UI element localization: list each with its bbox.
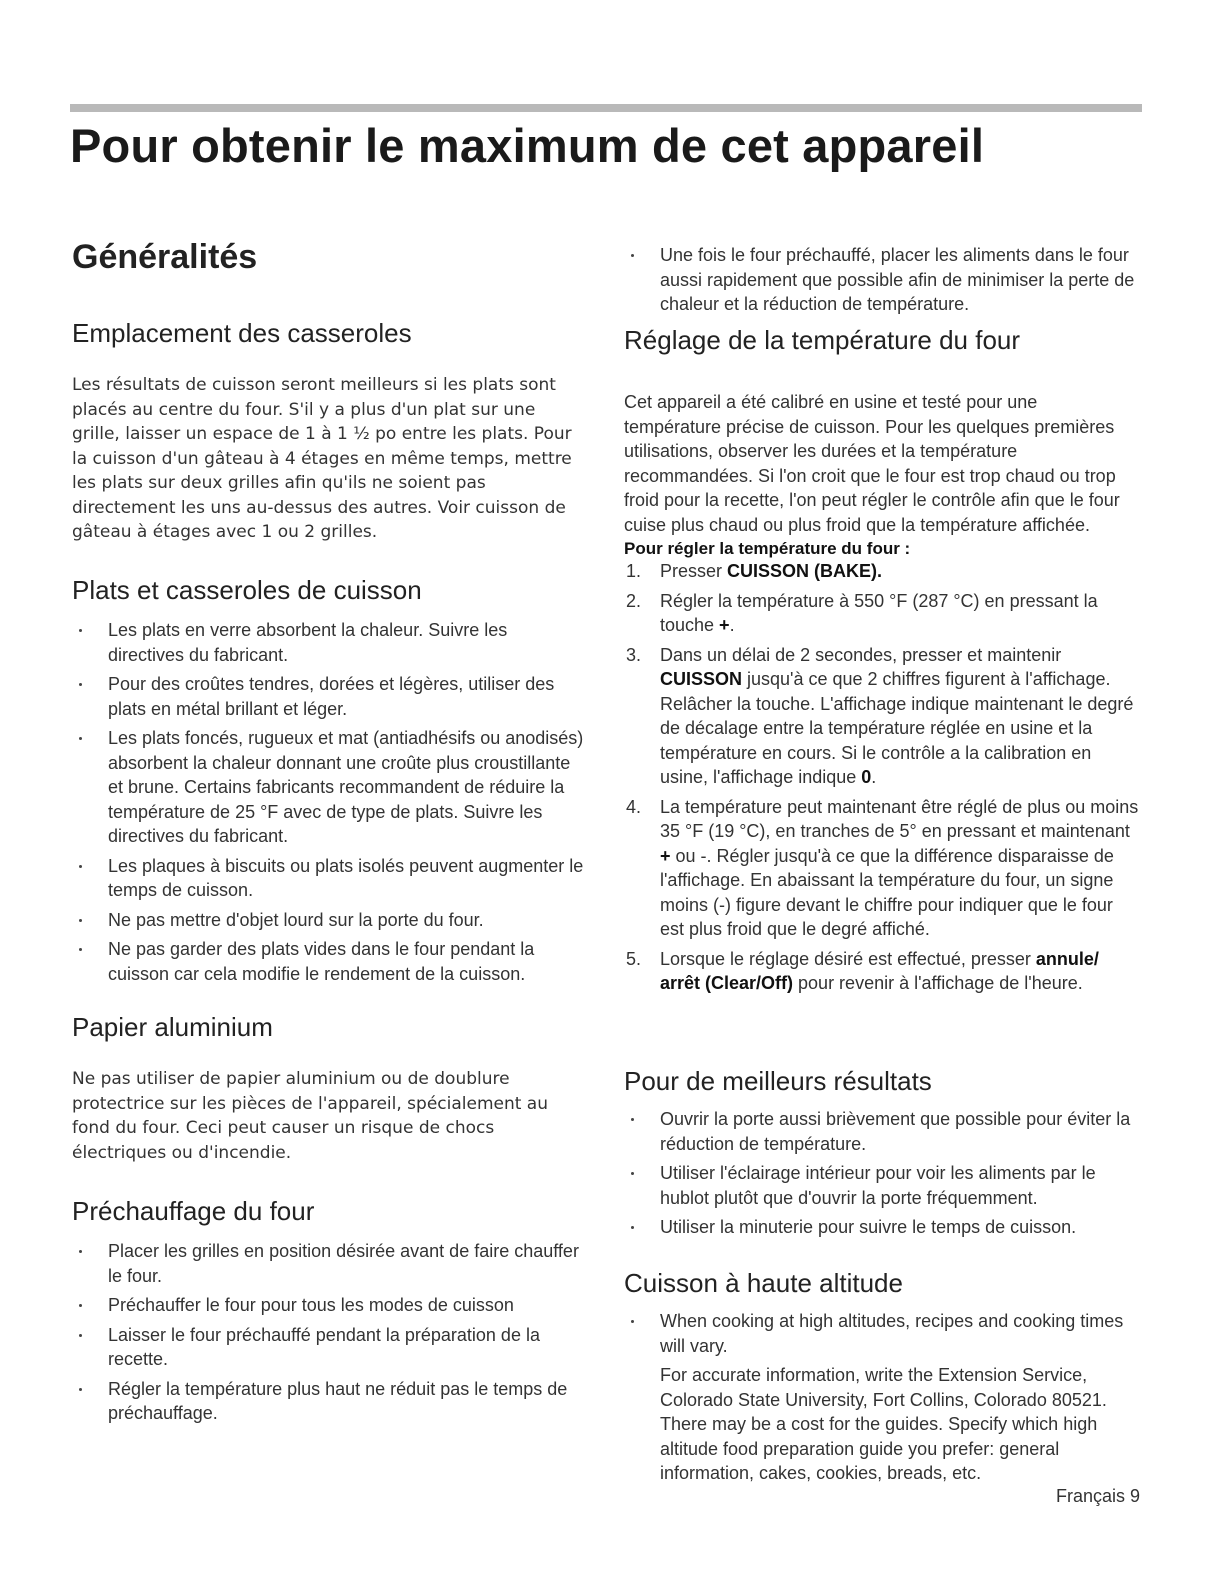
list-item: Préchauffer le four pour tous les modes de cuisson [72, 1293, 587, 1318]
section-heading: Généralités [72, 238, 258, 276]
step-text: . [871, 767, 877, 787]
step-item [624, 589, 1139, 638]
step-bold-text: + [719, 615, 730, 635]
step-text: Lorsque le réglage désiré est effectué, presser [660, 948, 1036, 969]
meilleurs-list [624, 1107, 1139, 1240]
step-bold-text: CUISSON (BAKE). [727, 561, 883, 581]
plats-list [72, 618, 587, 986]
step-number: 4. [626, 796, 642, 817]
top-right-list [624, 243, 1139, 317]
section-plats [72, 575, 587, 991]
step-text: Presser [660, 561, 728, 581]
step-bold-text: + [660, 845, 671, 866]
list-item: Les plats foncés, rugueux et mat (antiadhésifs ou anodisés) absorbent la chaleur donnant une croûte plus croustillante et brune. Certains fabricants recommandent de réduire la température de 25 °F avec de type de plats. Suivre les directives du fabricant. [72, 726, 587, 849]
list-item: Les plaques à biscuits ou plats isolés peuvent augmenter le temps de cuisson. [72, 854, 587, 903]
meilleurs-heading: Pour de meilleurs résultats [624, 1066, 932, 1096]
step-item [624, 947, 1139, 996]
step-text: Dans un délai de 2 secondes, presser et maintenir [660, 644, 1062, 665]
step-item [624, 559, 1139, 584]
reglage-steps [624, 559, 1139, 996]
list-item: When cooking at high altitudes, recipes and cooking times will vary. [624, 1309, 1139, 1358]
list-item: Laisser le four préchauffé pendant la préparation de la recette. [72, 1323, 587, 1372]
step-text: pour revenir à l'affichage de l'heure. [793, 973, 1083, 993]
list-item: Les plats en verre absorbent la chaleur. Suivre les directives du fabricant. [72, 618, 587, 667]
altitude-heading: Cuisson à haute altitude [624, 1268, 903, 1298]
list-item: Une fois le four préchauffé, placer les aliments dans le four aussi rapidement que possible afin de minimiser la perte de chaleur et la réduction de température. [624, 243, 1139, 317]
list-item: Ne pas mettre d'objet lourd sur la porte du four. [72, 908, 587, 933]
section-meilleurs [624, 1066, 1139, 1245]
section-top-right [624, 243, 1139, 322]
step-text: jusqu'à ce que 2 chiffres figurent à l'affichage. Relâcher la touche. L'affichage indique maintenant le degré de décalage entre la température réglée en usine et la température en cours. Si le contrôle a la calibration en usine, l'affichage indique [660, 669, 1134, 787]
section-reglage [624, 325, 1139, 1001]
papier-text: Ne pas utiliser de papier aluminium ou de doublure protectrice sur les pièces de l'appareil, spécialement au fond du four. Ceci peut causer un risque de chocs électriques ou d'incendie. [72, 1069, 548, 1163]
step-item [624, 643, 1139, 790]
header-rule [70, 104, 1142, 112]
step-text: . [729, 615, 735, 635]
section-emplacement [72, 318, 587, 545]
list-item: Placer les grilles en position désirée avant de faire chauffer le four. [72, 1239, 587, 1288]
prechauffage-heading: Préchauffage du four [72, 1196, 315, 1226]
emplacement-text: Les résultats de cuisson seront meilleurs si les plats sont placés au centre du four. S'il y a plus d'un plat sur une grille, laisser un espace de 1 à 1 ½ po entre les plats. Pour la cuisson d'un gâteau à 4 étages en même temps, mettre les plats sur deux grilles afin qu'ils ne soient pas directement les uns au-dessus des autres. Voir cuisson de gâteau à étages avec 1 ou 2 grilles. [72, 375, 572, 542]
reglage-text: Cet appareil a été calibré en usine et testé pour une température précise de cuisson. Pour les quelques premières utilisations, observer les durées et la température recommandées. Si l'on croit que le four est trop chaud ou trop froid pour la recette, l'on peut régler le contrôle afin que le four cuise plus chaud ou plus froid que la température affichée. [624, 392, 1120, 535]
papier-heading: Papier aluminium [72, 1012, 273, 1042]
reglage-subheading: Pour régler la température du four : [624, 539, 911, 558]
list-item: Utiliser la minuterie pour suivre le temps de cuisson. [624, 1215, 1139, 1240]
altitude-note: For accurate information, write the Extension Service, Colorado State University, Fort Collins, Colorado 80521. There may be a cost for the guides. Specify which high altitude food preparation guide you prefer: general information, cakes, cookies, breads, etc. [660, 1365, 1107, 1483]
step-item [624, 795, 1139, 942]
altitude-list [624, 1309, 1139, 1358]
page-title: Pour obtenir le maximum de cet appareil [70, 119, 985, 172]
step-number: 3. [626, 644, 642, 665]
section-prechauffage [72, 1196, 587, 1431]
section-papier [72, 1012, 587, 1165]
list-item: Ouvrir la porte aussi brièvement que possible pour éviter la réduction de température. [624, 1107, 1139, 1156]
step-text: ou -. Régler jusqu'à ce que la différence disparaisse de l'affichage. En abaissant la température du four, un signe moins (-) figure devant le chiffre pour indiquer que le four est plus froid que le degré affiché. [660, 845, 1114, 939]
section-generalites [72, 238, 587, 277]
step-number: 1. [626, 561, 642, 581]
list-item: Régler la température plus haut ne réduit pas le temps de préchauffage. [72, 1377, 587, 1426]
step-bold-text: CUISSON [660, 669, 743, 689]
plats-heading: Plats et casseroles de cuisson [72, 575, 422, 605]
list-item: Ne pas garder des plats vides dans le four pendant la cuisson car cela modifie le rendement de la cuisson. [72, 937, 587, 986]
step-bold-text: annule/ arrêt (Clear/Off) [660, 948, 1099, 993]
list-item: Pour des croûtes tendres, dorées et légères, utiliser des plats en métal brillant et léger. [72, 672, 587, 721]
step-text: Régler la température à 550 °F (287 °C) en pressant la touche [660, 590, 1098, 635]
list-item: Utiliser l'éclairage intérieur pour voir les aliments par le hublot plutôt que d'ouvrir la porte fréquemment. [624, 1161, 1139, 1210]
step-number: 5. [626, 948, 642, 969]
section-altitude [624, 1268, 1139, 1486]
reglage-heading: Réglage de la température du four [624, 325, 1021, 355]
step-number: 2. [626, 590, 642, 611]
step-text: La température peut maintenant être réglé de plus ou moins 35 °F (19 °C), en tranches de 5° en pressant et maintenant [660, 796, 1139, 841]
prechauffage-list [72, 1239, 587, 1426]
emplacement-heading: Emplacement des casseroles [72, 318, 412, 348]
step-bold-text: 0 [861, 767, 872, 787]
page-footer: Français 9 [1055, 1486, 1140, 1506]
